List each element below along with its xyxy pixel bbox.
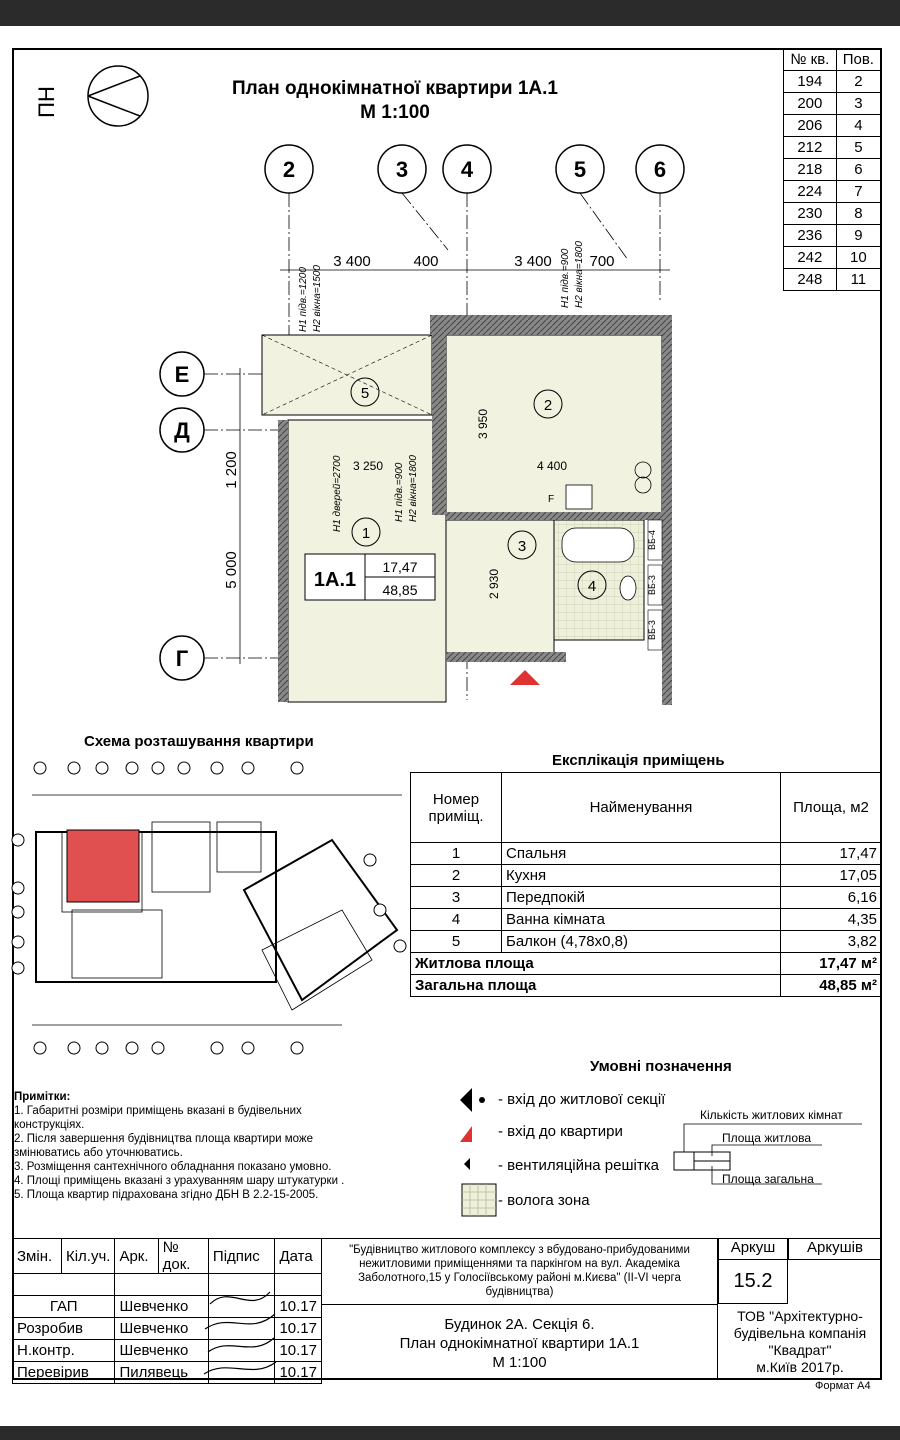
apt-floor: 6: [836, 159, 880, 181]
expl-number: 1: [411, 843, 502, 865]
room-number: 3: [517, 538, 527, 555]
format-label: Формат А4: [815, 1380, 871, 1392]
room-number: 5: [360, 385, 370, 402]
north-arrow: [34, 62, 150, 134]
apt-number: 224: [784, 181, 837, 203]
expl-total-value: 48,85 м²: [781, 975, 882, 997]
note-line: змінюватись або уточнюватись.: [14, 1147, 183, 1159]
expl-living-label: Житлова площа: [411, 953, 781, 975]
stamp-person: Шевченко: [115, 1318, 208, 1340]
location-scheme: [12, 760, 410, 1056]
sheets-header: Аркушів: [788, 1238, 882, 1260]
north-label: ПН: [34, 86, 59, 118]
window-note: H1 підв.=900: [394, 462, 405, 522]
expl-area: 4,35: [781, 909, 882, 931]
stamp-header: Арк.: [115, 1239, 158, 1274]
legend-vent-grille: - вентиляційна решітка: [498, 1157, 659, 1174]
dim-label: 3 400: [333, 253, 371, 270]
axis-label: 6: [653, 157, 667, 182]
explication-table: [410, 772, 882, 997]
apt-floor: 2: [836, 71, 880, 93]
window-note: H1 підв.=1200: [298, 267, 309, 332]
apt-number: 242: [784, 247, 837, 269]
axis-label: 4: [460, 157, 474, 182]
vent-label: ВБ-4: [647, 530, 657, 550]
stamp-role: Перевірив: [13, 1362, 115, 1384]
stamp-header: Дата: [275, 1239, 322, 1274]
vent-label: ВБ-3: [647, 620, 657, 640]
window-note: H2 вікна=1500: [312, 265, 323, 332]
note-line: 5. Площа квартир підрахована згідно ДБН В 2.2-15-2005.: [14, 1189, 319, 1201]
axis-label: 5: [573, 157, 587, 182]
expl-number: 5: [411, 931, 502, 953]
stamp-header: Підпис: [208, 1239, 275, 1274]
stamp-role: Н.контр.: [13, 1340, 115, 1362]
expl-name: Балкон (4,78х0,8): [502, 931, 781, 953]
apt-badge-label: 1А.1: [313, 569, 357, 591]
apt-floor: 4: [836, 115, 880, 137]
company-line: будівельна компанія: [733, 1325, 867, 1341]
notes-block: [14, 1090, 394, 1202]
expl-living-value: 17,47 м²: [781, 953, 882, 975]
bottom-bar: [0, 1426, 900, 1440]
sheet-title-line: План однокімнатної квартири 1А.1: [399, 1335, 640, 1352]
dim-label: 3 250: [352, 459, 384, 473]
company-line: м.Київ 2017р.: [756, 1359, 844, 1375]
expl-name: Спальня: [502, 843, 781, 865]
company-line: "Квадрат": [768, 1342, 832, 1358]
room-number: 4: [587, 578, 597, 595]
apt-floor: 8: [836, 203, 880, 225]
dim-label: 2 930: [487, 568, 501, 600]
stamp-role: Розробив: [13, 1318, 115, 1340]
room-number: 2: [543, 397, 553, 414]
note-line: 1. Габаритні розміри приміщень вказані в будівельних: [14, 1105, 302, 1117]
expl-area: 17,47: [781, 843, 882, 865]
stamp-header: № док.: [158, 1239, 208, 1274]
apt-badge-total: 48,85: [382, 582, 418, 598]
apt-floor: 11: [836, 269, 880, 291]
apt-number: 206: [784, 115, 837, 137]
axis-label: 3: [395, 157, 409, 182]
expl-area: 6,16: [781, 887, 882, 909]
axis-label: Е: [174, 362, 190, 387]
dim-label: 3 950: [476, 408, 490, 440]
legend-entrance-apartment: - вхід до квартири: [498, 1123, 623, 1140]
notes-title: Примітки:: [14, 1091, 71, 1103]
apartments-table: [783, 48, 881, 291]
dim-label: 400: [413, 253, 439, 270]
stamp-person: Пилявець: [115, 1362, 208, 1384]
sheet-value: 15.2: [718, 1260, 788, 1304]
stamp-header: Змін.: [13, 1239, 62, 1274]
note-line: конструкціях.: [14, 1119, 85, 1131]
rooms: [262, 315, 672, 705]
vent-grille-icon: [464, 1158, 470, 1170]
stamp-role: ГАП: [13, 1296, 115, 1318]
callout-rooms-count: Кількість житлових кімнат: [700, 1108, 843, 1122]
expl-total-label: Загальна площа: [411, 975, 781, 997]
legend-wet-zone: - волога зона: [498, 1192, 590, 1209]
explication-title: Експлікація приміщень: [552, 752, 725, 769]
stamp-sheet-title: [322, 1304, 718, 1380]
expl-area: 17,05: [781, 865, 882, 887]
sheet-title-line: Будинок 2А. Секція 6.: [444, 1316, 595, 1333]
apt-floor: 9: [836, 225, 880, 247]
apt-number: 194: [784, 71, 837, 93]
expl-number: 4: [411, 909, 502, 931]
apt-floor: 3: [836, 93, 880, 115]
door-note: H1 дверей=2700: [332, 455, 343, 532]
apt-floor: 5: [836, 137, 880, 159]
expl-header-name: Найменування: [502, 773, 781, 843]
entrance-section-icon: [460, 1088, 472, 1112]
fridge-label: F: [548, 494, 555, 505]
note-line: 3. Розміщення сантехнічного обладнання показано умовно.: [14, 1161, 332, 1173]
vent-label: ВБ-3: [647, 575, 657, 595]
expl-name: Передпокій: [502, 887, 781, 909]
dim-label: 5 000: [223, 551, 240, 589]
stamp-date: 10.17: [275, 1340, 322, 1362]
sheet-header: Аркуш: [718, 1238, 788, 1260]
axis-label: 2: [282, 157, 296, 182]
expl-number: 2: [411, 865, 502, 887]
wet-zone-icon: [462, 1184, 496, 1216]
expl-name: Кухня: [502, 865, 781, 887]
stamp-person: Шевченко: [115, 1296, 208, 1318]
expl-area: 3,82: [781, 931, 882, 953]
stamp-header: Кіл.уч.: [61, 1239, 114, 1274]
window-note: H2 вікна=1800: [408, 455, 419, 522]
dim-label: 3 400: [514, 253, 552, 270]
sheet-title-line: М 1:100: [492, 1354, 547, 1371]
window-note: H2 вікна=1800: [574, 241, 585, 308]
window-note: H1 підв.=900: [560, 248, 571, 308]
stamp-person: Шевченко: [115, 1340, 208, 1362]
apt-header-number: № кв.: [784, 49, 837, 71]
scheme-title: Схема розташування квартири: [84, 733, 314, 750]
axis-label: Г: [175, 646, 189, 671]
note-line: 4. Площі приміщень вказані з урахуванням шару штукатурки .: [14, 1175, 345, 1187]
callout-total-area: Площа загальна: [722, 1172, 814, 1186]
expl-header-area: Площа, м2: [781, 773, 882, 843]
dim-label: 1 200: [223, 451, 240, 489]
signatures: [200, 1284, 280, 1380]
stamp-date: 10.17: [275, 1318, 322, 1340]
top-bar: [0, 0, 900, 26]
apt-header-floor: Пов.: [836, 49, 880, 71]
apt-floor: 7: [836, 181, 880, 203]
apt-number: 248: [784, 269, 837, 291]
note-line: 2. Після завершення будівництва площа квартири може: [14, 1133, 313, 1145]
floor-plan: [150, 140, 690, 720]
apt-number: 236: [784, 225, 837, 247]
page-scale: М 1:100: [360, 102, 430, 123]
stamp-date: 10.17: [275, 1362, 322, 1384]
apt-number: 212: [784, 137, 837, 159]
stamp-project: "Будівництво житлового комплексу з вбудовано-прибудованими нежитловими приміщеннями та паркінгом на вул. Академіка Заболотного,15 у Голосіївському районі м.Києва" (II-VI черга будівництва): [322, 1238, 718, 1304]
apt-number: 218: [784, 159, 837, 181]
expl-header-number: Номер приміщ.: [411, 773, 502, 843]
entrance-apartment-icon: [460, 1126, 472, 1142]
room-number: 1: [361, 525, 371, 542]
apt-badge-living: 17,47: [382, 559, 418, 575]
stamp-company: [718, 1304, 882, 1380]
page-title: План однокімнатної квартири 1А.1: [232, 78, 558, 99]
stamp-date: 10.17: [275, 1296, 322, 1318]
dim-label: 700: [589, 253, 615, 270]
apt-number: 200: [784, 93, 837, 115]
apartment-badge: [305, 554, 435, 600]
dim-label: 4 400: [536, 459, 568, 473]
callout-living-area: Площа житлова: [722, 1131, 812, 1145]
axis-label: Д: [174, 418, 190, 443]
expl-name: Ванна кімната: [502, 909, 781, 931]
expl-number: 3: [411, 887, 502, 909]
legend-entrance-section: - вхід до житлової секції: [498, 1091, 666, 1108]
apt-number: 230: [784, 203, 837, 225]
apt-floor: 10: [836, 247, 880, 269]
company-line: ТОВ "Архітектурно-: [737, 1308, 863, 1324]
legend-title: Умовні позначення: [590, 1058, 732, 1075]
